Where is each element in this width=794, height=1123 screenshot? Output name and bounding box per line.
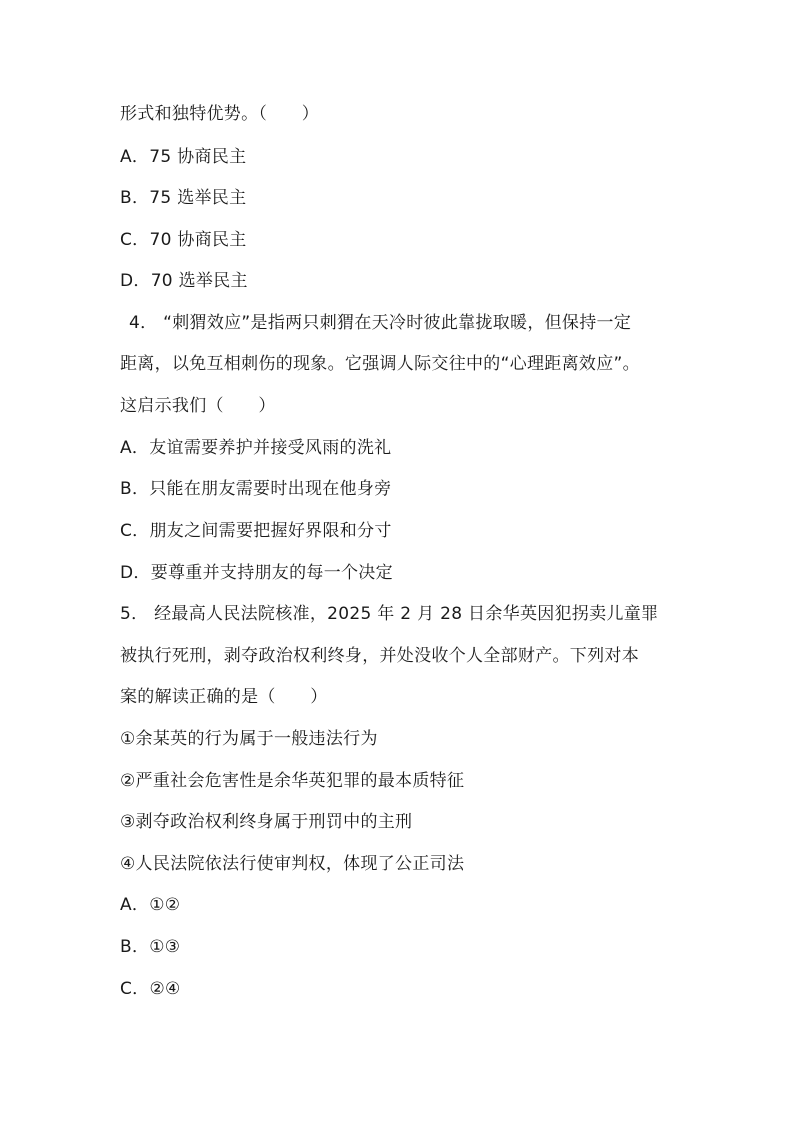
q5-statement-2: ②严重社会危害性是余华英犯罪的最本质特征 <box>120 771 465 791</box>
q3-option-d: D．70 选举民主 <box>120 271 248 291</box>
q5-option-b: B．①③ <box>120 937 181 957</box>
q5-statement-3: ③剥夺政治权利终身属于刑罚中的主刑 <box>120 812 413 832</box>
q4-stem-line-2: 距离，以免互相刺伤的现象。它强调人际交往中的“心理距离效应”。 <box>120 354 640 374</box>
q5-option-c: C．②④ <box>120 979 181 999</box>
q5-stem-line-1: 5． 经最高人民法院核准，2025 年 2 月 28 日余华英因犯拐卖儿童罪 <box>120 604 659 624</box>
q4-option-d: D．要尊重并支持朋友的每一个决定 <box>120 563 393 583</box>
q5-stem-line-3: 案的解读正确的是（ ） <box>120 687 328 707</box>
q5-statement-4: ④人民法院依法行使审判权，体现了公正司法 <box>120 854 465 874</box>
q4-stem-line-1: 4． “刺猬效应”是指两只刺猬在天冷时彼此靠拢取暖，但保持一定 <box>129 313 632 333</box>
q4-option-b: B．只能在朋友需要时出现在他身旁 <box>120 479 392 499</box>
q5-statement-1: ①余某英的行为属于一般违法行为 <box>120 729 378 749</box>
q3-stem-end: 形式和独特优势。（ ） <box>120 104 320 124</box>
q4-stem-line-3: 这启示我们（ ） <box>120 396 276 416</box>
q5-option-a: A．①② <box>120 895 181 915</box>
q5-stem-line-2: 被执行死刑，剥夺政治权利终身，并处没收个人全部财产。下列对本 <box>120 646 639 666</box>
q3-option-b: B．75 选举民主 <box>120 188 247 208</box>
q4-option-c: C．朋友之间需要把握好界限和分寸 <box>120 521 392 541</box>
q4-option-a: A．友谊需要养护并接受风雨的洗礼 <box>120 438 392 458</box>
q3-option-c: C．70 协商民主 <box>120 230 247 250</box>
q3-option-a: A．75 协商民主 <box>120 147 247 167</box>
